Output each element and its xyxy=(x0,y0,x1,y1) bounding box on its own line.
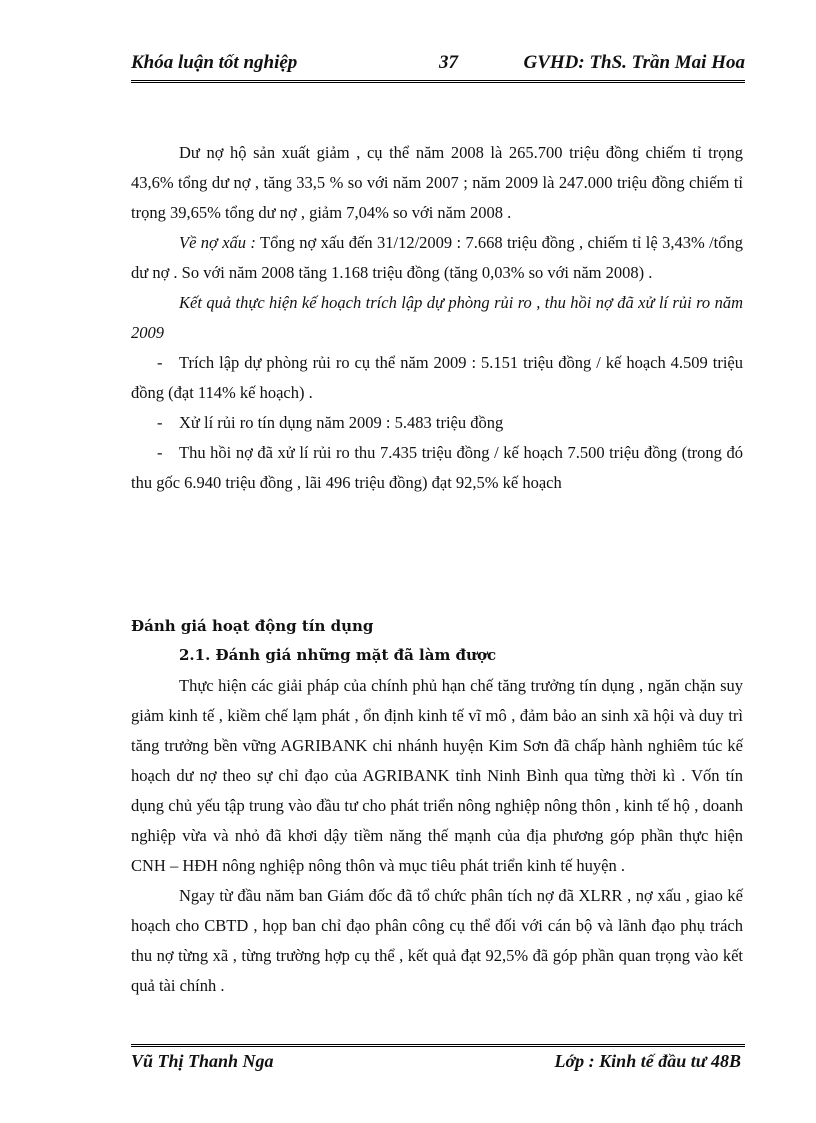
bad-debt-text: Tổng nợ xấu đến 31/12/2009 : 7.668 triệu đồng , chiếm tỉ lệ 3,43% /tổng dư nợ . So với năm 2008 tăng 1.168 triệu đồng (tăng 0,03% so với năm 2008) . xyxy=(131,233,744,282)
list-item-text: Xử lí rủi ro tín dụng năm 2009 : 5.483 triệu đồng xyxy=(179,413,504,432)
paragraph-bad-debt xyxy=(131,228,743,288)
list-item-text: Trích lập dự phòng rủi ro cụ thể năm 2009 : 5.151 triệu đồng / kế hoạch 4.509 triệu đồng (đạt 114% kế hoạch) . xyxy=(131,353,743,402)
paragraph-risk-provision-heading: Kết quả thực hiện kế hoạch trích lập dự phòng rủi ro , thu hồi nợ đã xử lí rủi ro năm 2009 xyxy=(131,293,743,342)
header-title: Khóa luận tốt nghiệp xyxy=(131,52,298,73)
bad-debt-label: Về nợ xấu : xyxy=(179,233,256,252)
bullet-dash: - xyxy=(157,353,163,372)
page-footer xyxy=(131,1044,745,1071)
paragraph-household-loans: Dư nợ hộ sản xuất giảm , cụ thể năm 2008 là 265.700 triệu đồng chiếm tỉ trọng 43,6% tổng dư nợ , tăng 33,5 % so với năm 2007 ; năm 2009 là 247.000 triệu đồng chiếm tỉ trọng 39,65% tổng dư nợ , giảm 7,04% so với năm 2008 . xyxy=(131,143,743,222)
list-item xyxy=(131,408,743,438)
section-title: Đánh giá hoạt động tín dụng xyxy=(131,617,374,635)
footer-author: Vũ Thị Thanh Nga xyxy=(131,1051,274,1071)
paragraph-achievements: Thực hiện các giải pháp của chính phủ hạn chế tăng trưởng tín dụng , ngăn chặn suy giảm kinh tế , kiềm chế lạm phát , ổn định kinh tế vĩ mô , đảm bảo an sinh xã hội và duy trì tăng trưởng bền vững AGRIBANK chi nhánh huyện Kim Sơn đã chấp hành nghiêm túc kế hoạch dư nợ theo sự chỉ đạo của AGRIBANK tỉnh Ninh Bình qua từng thời kì . Vốn tín dụng chủ yếu tập trung vào đầu tư cho phát triển nông nghiệp nông thôn , kinh tế hộ , doanh nghiệp vừa và nhỏ đã khơi dậy tiềm năng thế mạnh của địa phương góp phần thực hiện CNH – HĐH nông nghiệp nông thôn và mục tiêu phát triển kinh tế huyện . xyxy=(131,676,743,875)
paragraph-debt-recovery: Ngay từ đầu năm ban Giám đốc đã tổ chức phân tích nợ đã XLRR , nợ xấu , giao kế hoạch cho CBTD , họp ban chỉ đạo phân công cụ thể đối với cán bộ và lãnh đạo phụ trách thu nợ từng xã , từng trường hợp cụ thể , kết quả đạt 92,5% đã góp phần quan trọng vào kết quả tài chính . xyxy=(131,886,743,995)
page-header xyxy=(131,50,745,83)
list-item xyxy=(131,438,743,498)
bullet-dash: - xyxy=(157,413,163,432)
footer-class: Lớp : Kinh tế đầu tư 48B xyxy=(554,1051,741,1071)
bullet-dash: - xyxy=(157,443,163,462)
page-number: 37 xyxy=(439,52,458,73)
page-body xyxy=(131,138,743,1001)
spacer xyxy=(131,498,743,611)
list-item-text: Thu hồi nợ đã xử lí rủi ro thu 7.435 triệu đồng / kế hoạch 7.500 triệu đồng (trong đó thu gốc 6.940 triệu đồng , lãi 496 triệu đồng) đạt 92,5% kế hoạch xyxy=(131,443,743,492)
list-item xyxy=(131,348,743,408)
subsection-title: 2.1. Đánh giá những mặt đã làm được xyxy=(179,646,497,664)
header-advisor: GVHD: ThS. Trần Mai Hoa xyxy=(523,52,745,73)
